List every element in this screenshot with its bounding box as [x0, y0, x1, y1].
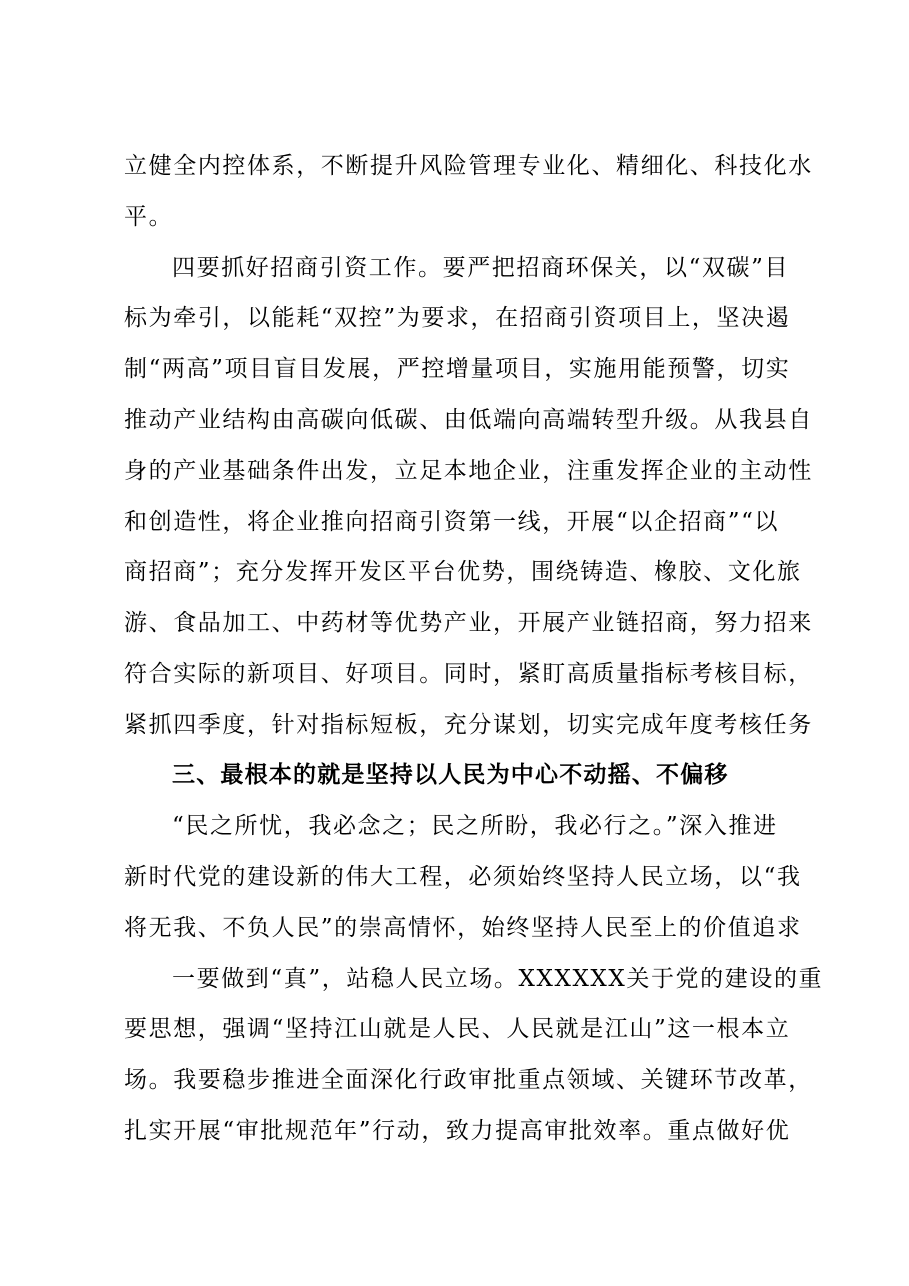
- paragraph-line: 要思想，强调“坚持江山就是人民、人民就是江山”这一根本立: [124, 1016, 791, 1042]
- section-heading: 三、最根本的就是坚持以人民为中心不动摇、不偏移: [172, 762, 729, 788]
- paragraph-line: 一要做到“真”，站稳人民立场。XXXXXX关于党的建设的重: [172, 966, 824, 992]
- paragraph-line: 和创造性，将企业推向招商引资第一线，开展“以企招商”“以: [124, 509, 780, 535]
- paragraph-line: 将无我、不负人民”的崇高情怀，始终坚持人民至上的价值追求: [124, 915, 802, 941]
- paragraph-line: “民之所忧，我必念之；民之所盼，我必行之。”深入推进: [172, 813, 778, 839]
- paragraph-line: 符合实际的新项目、好项目。同时，紧盯高质量指标考核目标，: [124, 661, 813, 687]
- paragraph-line: 新时代党的建设新的伟大工程，必须始终坚持人民立场，以“我: [124, 864, 802, 890]
- paragraph-line: 身的产业基础条件出发，立足本地企业，注重发挥企业的主动性: [124, 458, 813, 484]
- paragraph-line: 扎实开展“审批规范年”行动，致力提高审批效率。重点做好优: [124, 1118, 791, 1144]
- paragraph-line: 平。: [124, 204, 174, 230]
- paragraph-line: 场。我要稳步推进全面深化行政审批重点领域、关键环节改革，: [124, 1067, 813, 1093]
- paragraph-line: 推动产业结构由高碳向低碳、由低端向高端转型升级。从我县自: [124, 407, 813, 433]
- paragraph-line: 制“两高”项目盲目发展，严控增量项目，实施用能预警，切实: [124, 356, 791, 382]
- paragraph-line: 紧抓四季度，针对指标短板，充分谋划，切实完成年度考核任务: [124, 712, 813, 738]
- paragraph-line: 游、食品加工、中药材等优势产业，开展产业链招商，努力招来: [124, 610, 813, 636]
- paragraph-line: 标为牵引，以能耗“双控”为要求，在招商引资项目上，坚决遏: [124, 305, 791, 331]
- paragraph-line: 商招商”；充分发挥开发区平台优势，围绕铸造、橡胶、文化旅: [124, 559, 802, 585]
- paragraph-line: 四要抓好招商引资工作。要严把招商环保关，以“双碳”目: [172, 255, 790, 281]
- paragraph-line: 立健全内控体系，不断提升风险管理专业化、精细化、科技化水: [124, 153, 813, 179]
